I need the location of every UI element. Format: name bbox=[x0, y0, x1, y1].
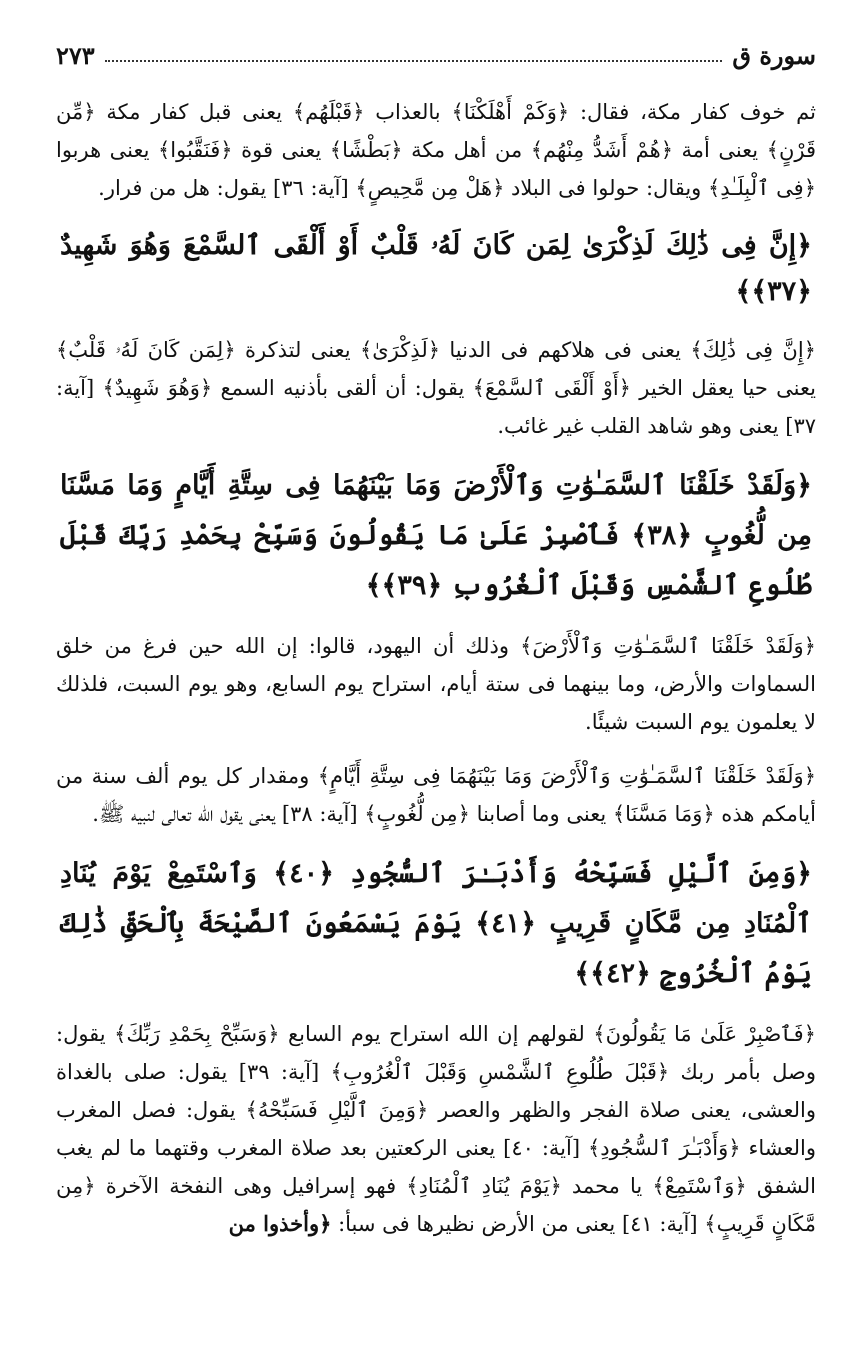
page-number: ٢٧٣ bbox=[56, 41, 95, 70]
dotted-leader bbox=[105, 60, 723, 62]
commentary-text: ﴿فَٱصْبِرْ عَلَىٰ مَا يَقُولُونَ﴾ لقولهم إن الله استراح يوم السابع ﴿وَسَبِّحْ بِحَمْدِ رَبِّكَ﴾ يقول: وصل بأمر ربك ﴿قَبْلَ طُلُوعِ ٱلشَّمْسِ وَقَبْلَ ٱلْغُرُوبِ﴾ [آية: ٣٩] يقول: صلى بالغداة والعشى، يعنى صلاة الفجر والظهر والعصر ﴿وَمِنَ ٱلَّيْلِ فَسَبِّحْهُ﴾ يقول: فصل المغرب والعشاء ﴿وَأَدْبَـٰرَ ٱلسُّجُودِ﴾ [آية: ٤٠] يعنى الركعتين بعد صلاة المغرب وقتهما ما لم يغب الشفق ﴿وَٱسْتَمِعْ﴾ يا محمد ﴿يَوْمَ يُنَادِ ٱلْمُنَادِ﴾ فهو إسرافيل وهى النفخة الآخرة ﴿مِن مَّكَانٍ قَرِيبٍ﴾ [آية: ٤١] يعنى من الأرض نظيرها فى سبأ: bbox=[56, 1022, 816, 1236]
quran-verse-block: ﴿وَلَقَدْ خَلَقْنَا ٱلسَّمَـٰوَٰتِ وَٱلْأَرْضَ وَمَا بَيْنَهُمَا فِى سِتَّةِ أَيَّامٍ وَمَا مَسَّنَا مِن لُّغُوبٍ ﴿٣٨﴾ فَٱصْبِرْ عَلَىٰ مَا يَقُولُونَ وَسَبِّحْ بِحَمْدِ رَبِّكَ قَبْلَ طُلُوعِ ٱلشَّمْسِ وَقَبْلَ ٱلْغُرُوبِ ﴿٣٩﴾﴾ bbox=[60, 470, 812, 601]
commentary-paragraph: ﴿إِنَّ فِى ذَٰلِكَ﴾ يعنى فى هلاكهم فى الدنيا ﴿لَذِكْرَىٰ﴾ يعنى لتذكرة ﴿لِمَن كَانَ لَهُۥ قَلْبٌ﴾ يعنى حيا يعقل الخير ﴿أَوْ أَلْقَى ٱلسَّمْعَ﴾ يقول: أن ألقى بأذنيه السمع ﴿وَهُوَ شَهِيدٌ﴾ [آية: ٣٧] يعنى وهو شاهد القلب غير غائب. bbox=[56, 338, 816, 438]
surah-title: سورة ق bbox=[732, 41, 816, 70]
commentary-paragraph: ثم خوف كفار مكة، فقال: ﴿وَكَمْ أَهْلَكْنَا﴾ بالعذاب ﴿قَبْلَهُم﴾ يعنى قبل كفار مكة ﴿مِّن قَرْنٍ﴾ يعنى أمة ﴿هُمْ أَشَدُّ مِنْهُم﴾ من أهل مكة ﴿بَطْشًا﴾ يعنى قوة ﴿فَنَقَّبُوا﴾ يعنى هربوا ﴿فِى ٱلْبِلَـٰدِ﴾ ويقال: حولوا فى البلاد ﴿هَلْ مِن مَّحِيصٍ﴾ [آية: ٣٦] يقول: هل من فرار. bbox=[56, 100, 816, 200]
commentary-paragraph: ﴿وَلَقَدْ خَلَقْنَا ٱلسَّمَـٰوَٰتِ وَٱلْأَرْضَ وَمَا بَيْنَهُمَا فِى سِتَّةِ أَيَّامٍ﴾ ومقدار كل يوم ألف سنة من أيامكم هذه ﴿وَمَا مَسَّنَا﴾ يعنى وما أصابنا ﴿مِن لُّغُوبٍ﴾ [آية: ٣٨] يعنى يقول الله تعالى لنبيه ﷺ. bbox=[56, 764, 816, 826]
page-header bbox=[56, 38, 816, 71]
quran-verse-block: ﴿إِنَّ فِى ذَٰلِكَ لَذِكْرَىٰ لِمَن كَانَ لَهُۥ قَلْبٌ أَوْ أَلْقَى ٱلسَّمْعَ وَهُوَ شَهِيدٌ ﴿٣٧﴾﴾ bbox=[60, 230, 812, 307]
commentary-paragraph: ﴿وَلَقَدْ خَلَقْنَا ٱلسَّمَـٰوَٰتِ وَٱلْأَرْضَ﴾ وذلك أن اليهود، قالوا: إن الله حين فرغ من خلق السماوات والأرض، وما بينهما فى ستة أيام، استراح يوم السابع، وهو يوم السبت، فلذلك لا يعلمون يوم السبت شيئًا. bbox=[56, 634, 816, 734]
quran-verse-block: ﴿وَمِنَ ٱلَّيْلِ فَسَبِّحْهُ وَأَدْبَـٰرَ ٱلسُّجُودِ ﴿٤٠﴾ وَٱسْتَمِعْ يَوْمَ يُنَادِ ٱلْمُنَادِ مِن مَّكَانٍ قَرِيبٍ ﴿٤١﴾ يَوْمَ يَسْمَعُونَ ٱلصَّيْحَةَ بِٱلْحَقِّ ذَٰلِكَ يَوْمُ ٱلْخُرُوجِ ﴿٤٢﴾﴾ bbox=[60, 858, 813, 989]
commentary-paragraph bbox=[56, 1015, 816, 1243]
bold-quote-start: ﴿وأخذوا من bbox=[228, 1211, 332, 1236]
book-page bbox=[56, 38, 816, 1348]
